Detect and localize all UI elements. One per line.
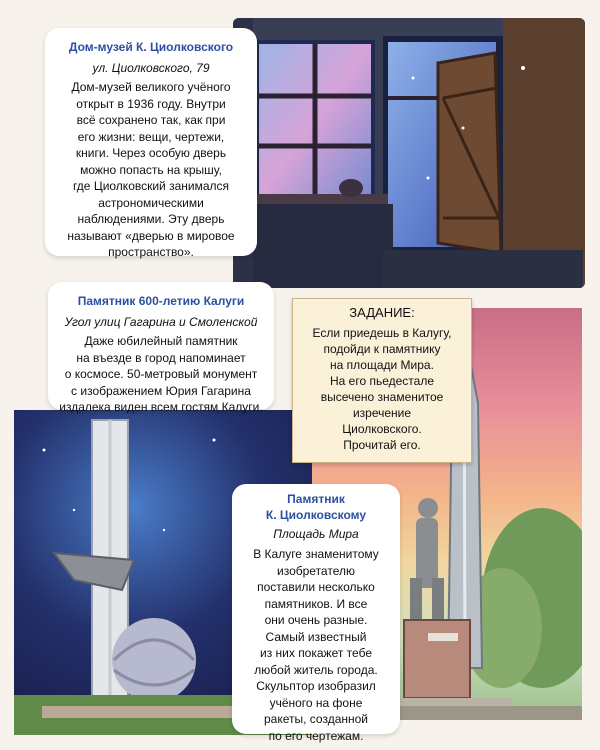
kaluga-monument-card bbox=[48, 282, 274, 414]
tsiolkovsky-description bbox=[232, 546, 400, 744]
tsiolkovsky-line: Самый известный bbox=[265, 629, 367, 644]
museum-line: где Циолковский занимался bbox=[72, 179, 230, 193]
museum-line: называют «дверью в мировое bbox=[67, 228, 235, 243]
tsiolkovsky-line: В Калуге знаменитому bbox=[253, 547, 379, 561]
task-line: высечено знаменитое bbox=[320, 390, 444, 404]
kaluga-description bbox=[48, 333, 274, 416]
task-line: на площади Мира. bbox=[330, 358, 434, 372]
task-box bbox=[292, 298, 472, 463]
museum-line: астрономическими bbox=[98, 195, 204, 210]
kaluga-line: с изображением Юрия Гагарина bbox=[71, 383, 251, 398]
museum-line: книги. Через особую дверь bbox=[75, 146, 227, 160]
tsiolkovsky-line: Скульптор изобразил bbox=[256, 679, 376, 693]
tsiolkovsky-monument-card bbox=[232, 484, 400, 743]
museum-description bbox=[45, 79, 257, 261]
tsiolkovsky-address: Площадь Мира bbox=[273, 527, 359, 541]
tsiolkovsky-title-line1: Памятник bbox=[287, 492, 345, 506]
task-line: Циолковского. bbox=[342, 422, 422, 436]
task-line: подойди к памятнику bbox=[323, 342, 441, 356]
tsiolkovsky-line: любой житель города. bbox=[254, 662, 378, 677]
museum-window-illustration bbox=[233, 18, 585, 288]
tsiolkovsky-line: ракеты, созданной bbox=[263, 712, 368, 726]
museum-card bbox=[45, 28, 257, 259]
museum-line: наблюдениями. Эту дверь bbox=[77, 212, 225, 226]
kaluga-line: Даже юбилейный памятник bbox=[84, 334, 238, 348]
museum-line: Дом-музей великого учёного bbox=[71, 80, 231, 94]
task-text bbox=[299, 325, 465, 453]
task-line: изречение bbox=[352, 406, 412, 420]
museum-title: Дом-музей К. Циолковского bbox=[68, 40, 234, 54]
tsiolkovsky-line: из них покажет тебе bbox=[259, 646, 372, 660]
tsiolkovsky-line: поставили несколько bbox=[257, 580, 375, 594]
task-title: ЗАДАНИЕ: bbox=[349, 305, 415, 320]
museum-address: ул. Циолковского, 79 bbox=[92, 61, 210, 75]
kaluga-title: Памятник 600-летию Калуги bbox=[77, 294, 245, 308]
task-line: Если приедешь в Калугу, bbox=[312, 326, 452, 340]
task-line: На его пьедестале bbox=[329, 374, 434, 388]
task-line: Прочитай его. bbox=[343, 438, 421, 452]
museum-line: можно попасть на крышу, bbox=[80, 162, 222, 177]
museum-line: его жизни: вещи, чертежи, bbox=[77, 129, 225, 144]
tsiolkovsky-line: памятников. И все bbox=[264, 596, 368, 611]
museum-line: открыт в 1936 году. Внутри bbox=[76, 96, 226, 111]
tsiolkovsky-title-line2: К. Циолковскому bbox=[265, 508, 367, 522]
museum-line: пространство». bbox=[108, 245, 194, 259]
tsiolkovsky-line: учёного на фоне bbox=[269, 695, 363, 710]
kaluga-line: о космосе. 50-метровый монумент bbox=[64, 367, 258, 381]
kaluga-line: на въезде в город напоминает bbox=[76, 350, 246, 365]
kaluga-address: Угол улиц Гагарина и Смоленской bbox=[64, 315, 258, 329]
museum-line: всё сохранено так, как при bbox=[76, 113, 226, 127]
tsiolkovsky-line: по его чертежам. bbox=[268, 728, 364, 743]
tsiolkovsky-line: они очень разные. bbox=[264, 613, 368, 627]
kaluga-line: издалека виден всем гостям Калуги. bbox=[59, 400, 263, 414]
tsiolkovsky-line: изобретателю bbox=[277, 563, 355, 578]
